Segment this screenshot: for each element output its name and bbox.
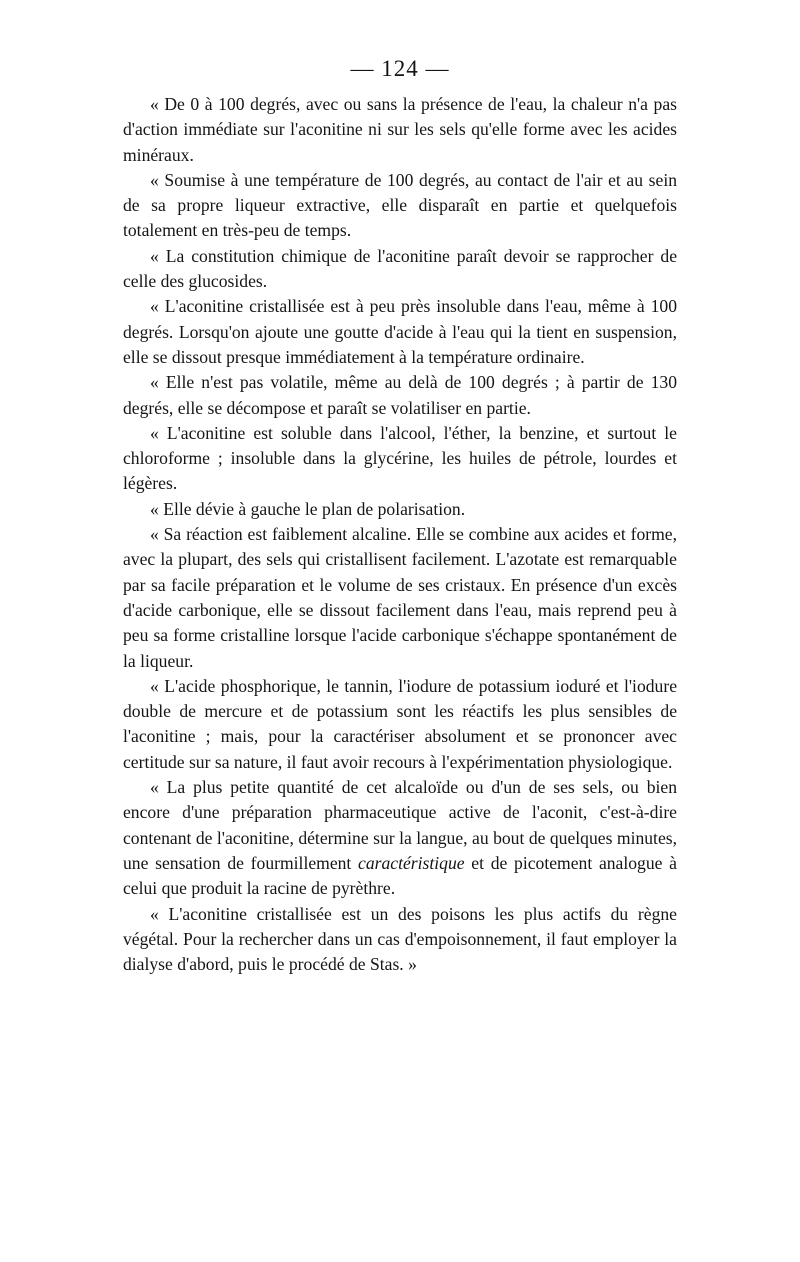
paragraph-10-text-after: et de picotement analogue à celui que produit la racine de pyrèthre. xyxy=(123,852,677,899)
body-text xyxy=(123,92,677,977)
paragraph-3: « La constitution chimique de l'aconitine paraît devoir se rapprocher de celle des glucosides. xyxy=(123,245,677,292)
paragraph-4: « L'aconitine cristallisée est à peu près insoluble dans l'eau, même à 100 degrés. Lorsqu'on ajoute une goutte d'acide à l'eau qui la tient en suspension, elle se dissout presque immédiatement à la température ordinaire. xyxy=(123,296,677,367)
paragraph-8: « Sa réaction est faiblement alcaline. Elle se combine aux acides et forme, avec la plupart, des sels qui cristallisent facilement. L'azotate est remarquable par sa facile préparation et le volume de ses cristaux. En présence d'un excès d'acide carbonique, elle se dissout facilement dans l'eau, mais reprend peu à peu sa forme cristalline lorsque l'acide carbonique s'échappe spontanément de la liqueur. xyxy=(123,524,677,671)
paragraph-10 xyxy=(123,775,677,901)
paragraph-5: « Elle n'est pas volatile, même au delà de 100 degrés ; à partir de 130 degrés, elle se décompose et paraît se volatiliser en partie. xyxy=(123,372,677,418)
paragraph-2: « Soumise à une température de 100 degrés, au contact de l'air et au sein de sa propre liqueur extractive, elle disparaît en partie et quelquefois totalement en très-peu de temps. xyxy=(123,169,677,241)
paragraph-10-text-before: « La plus petite quantité de cet alcaloïde ou d'un de ses sels, ou bien encore d'une préparation pharmaceutique active de l'aconit, c'est-à-dire contenant de l'aconitine, détermine sur la langue, au bout de quelques minutes, une sensation de fourmillement xyxy=(123,777,677,873)
page-number: — 124 — xyxy=(350,56,450,81)
paragraph-1: « De 0 à 100 degrés, avec ou sans la présence de l'eau, la chaleur n'a pas d'action immédiate sur l'aconitine ni sur les sels qu'elle forme avec les acides minéraux. xyxy=(123,94,677,165)
paragraph-10-emphasis: caractéristique xyxy=(358,852,465,873)
paragraph-11: « L'aconitine cristallisée est un des poisons les plus actifs du règne végétal. Pour la rechercher dans un cas d'empoisonnement, il faut employer la dialyse d'abord, puis le procédé de Stas. » xyxy=(123,903,677,975)
paragraph-9: « L'acide phosphorique, le tannin, l'iodure de potassium ioduré et l'iodure double de mercure et de potassium sont les réactifs les plus sensibles de l'aconitine ; mais, pour la caractériser absolument et se prononcer avec certitude sur sa nature, il faut avoir recours à l'expérimentation physiologique. xyxy=(123,675,677,772)
paragraph-6: « L'aconitine est soluble dans l'alcool, l'éther, la benzine, et surtout le chloroforme ; insoluble dans la glycérine, les huiles de pétrole, lourdes et légères. xyxy=(123,422,677,494)
paragraph-7: « Elle dévie à gauche le plan de polarisation. xyxy=(150,498,466,519)
